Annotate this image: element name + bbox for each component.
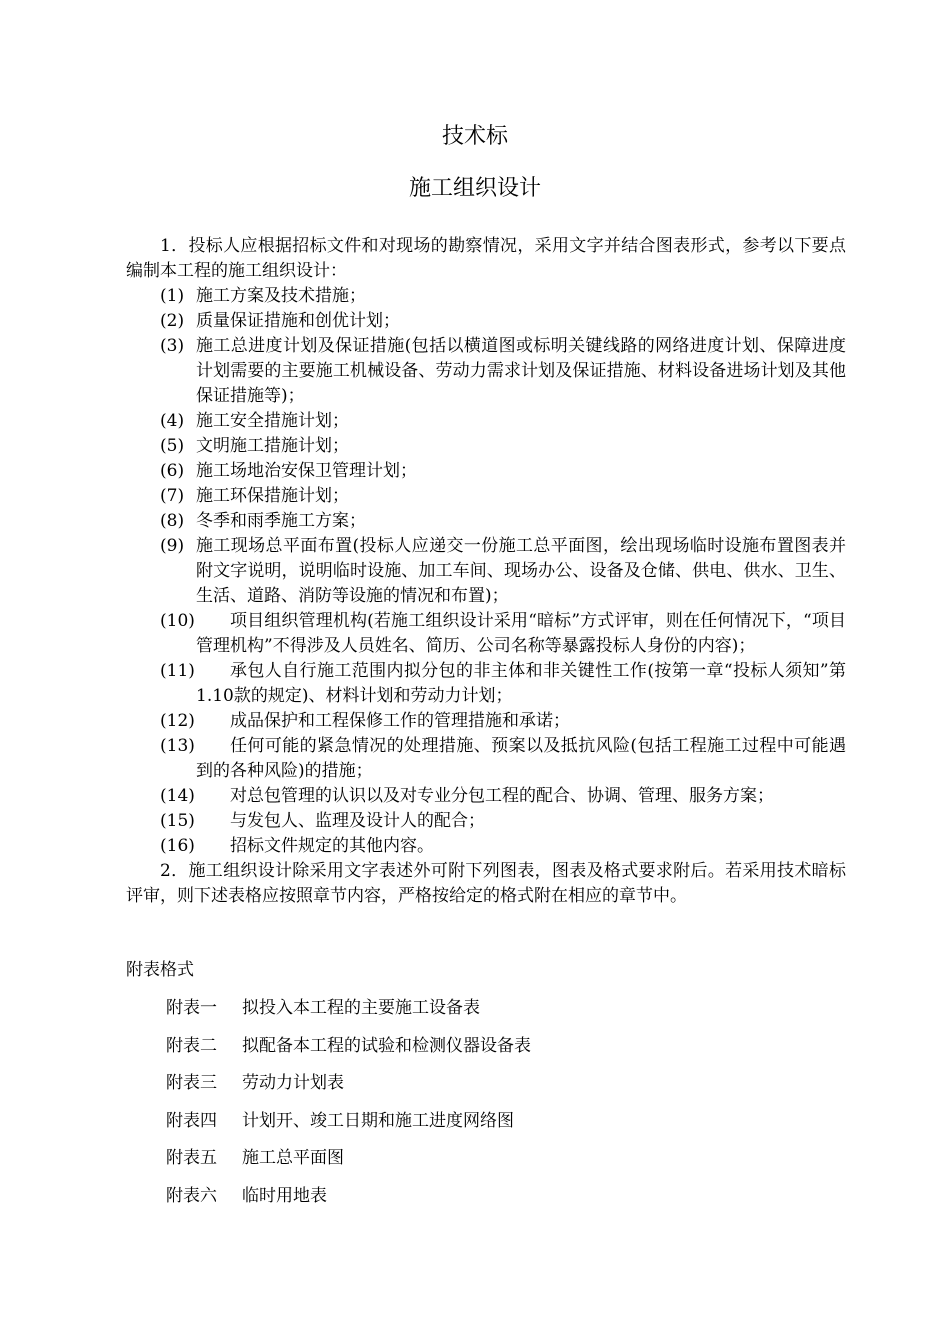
list-item-number: (1) bbox=[160, 286, 185, 306]
document-subtitle: 施工组织设计 bbox=[408, 176, 541, 201]
list-item-text: 施工安全措施计划； bbox=[196, 411, 349, 431]
list-item-number: (10) bbox=[160, 611, 195, 631]
appendix-label: 附表五 bbox=[166, 1148, 217, 1169]
document-body bbox=[126, 234, 846, 909]
list-item-text: 与发包人、监理及设计人的配合； bbox=[230, 811, 485, 831]
list-item bbox=[126, 734, 846, 784]
list-item-text: 施工现场总平面布置(投标人应递交一份施工总平面图，绘出现场临时设施布置图表并附文字说明，说明临时设施、加工车间、现场办公、设备及仓储、供电、供水、卫生、生活、道路、消防等设施的情况和布置)； bbox=[196, 536, 846, 606]
list-item-number: (14) bbox=[160, 786, 195, 806]
list-item-text: 任何可能的紧急情况的处理措施、预案以及抵抗风险(包括工程施工过程中可能遇到的各种风险)的措施； bbox=[196, 736, 846, 781]
appendix-row bbox=[126, 1175, 846, 1213]
appendix-text: 劳动力计划表 bbox=[242, 1073, 344, 1094]
paragraph-2: 2．施工组织设计除采用文字表述外可附下列图表，图表及格式要求附后。若采用技术暗标评审，则下述表格应按照章节内容，严格按给定的格式附在相应的章节中。 bbox=[126, 861, 846, 906]
appendix-label: 附表四 bbox=[166, 1110, 217, 1131]
list-item bbox=[126, 659, 846, 709]
list-item bbox=[126, 609, 846, 659]
list-item-number: (13) bbox=[160, 736, 195, 756]
appendix-label: 附表二 bbox=[166, 1035, 217, 1056]
list-item-number: (5) bbox=[160, 436, 185, 456]
list-item-number: (15) bbox=[160, 811, 195, 831]
appendix-section bbox=[126, 958, 846, 1212]
appendix-text: 拟配备本工程的试验和检测仪器设备表 bbox=[242, 1035, 531, 1056]
list-item bbox=[126, 459, 846, 484]
list-item bbox=[126, 784, 846, 809]
list-item-text: 施工场地治安保卫管理计划； bbox=[196, 461, 417, 481]
list-item bbox=[126, 834, 846, 859]
list-item-text: 施工总进度计划及保证措施(包括以横道图或标明关键线路的网络进度计划、保障进度计划需要的主要施工机械设备、劳动力需求计划及保证措施、材料设备进场计划及其他保证措施等)； bbox=[196, 336, 846, 406]
list-item bbox=[126, 334, 846, 409]
appendix-title: 附表格式 bbox=[126, 960, 194, 980]
requirements-list bbox=[126, 284, 846, 859]
list-item-number: (11) bbox=[160, 661, 195, 681]
appendix-label: 附表三 bbox=[166, 1073, 217, 1094]
appendix-text: 拟投入本工程的主要施工设备表 bbox=[242, 998, 480, 1019]
appendix-label: 附表六 bbox=[166, 1185, 217, 1206]
appendix-row bbox=[126, 1025, 846, 1063]
list-item bbox=[126, 309, 846, 334]
appendix-text: 临时用地表 bbox=[242, 1185, 327, 1206]
list-item bbox=[126, 484, 846, 509]
appendix-row bbox=[126, 1137, 846, 1175]
list-item-text: 文明施工措施计划； bbox=[196, 436, 349, 456]
list-item bbox=[126, 809, 846, 834]
list-item-text: 项目组织管理机构(若施工组织设计采用“暗标”方式评审，则在任何情况下，“项目管理机构”不得涉及人员姓名、简历、公司名称等暴露投标人身份的内容)； bbox=[196, 611, 846, 656]
list-item-text: 冬季和雨季施工方案； bbox=[196, 511, 366, 531]
list-item-text: 对总包管理的认识以及对专业分包工程的配合、协调、管理、服务方案； bbox=[230, 786, 774, 806]
list-item-number: (7) bbox=[160, 486, 185, 506]
paragraph-1: 1．投标人应根据招标文件和对现场的勘察情况，采用文字并结合图表形式，参考以下要点编制本工程的施工组织设计： bbox=[126, 236, 846, 281]
list-item bbox=[126, 534, 846, 609]
appendix-row bbox=[126, 1062, 846, 1100]
list-item-text: 成品保护和工程保修工作的管理措施和承诺； bbox=[230, 711, 570, 731]
appendix-text: 计划开、竣工日期和施工进度网络图 bbox=[242, 1110, 514, 1131]
list-item-text: 招标文件规定的其他内容。 bbox=[230, 836, 434, 856]
list-item-number: (9) bbox=[160, 536, 185, 556]
list-item-number: (8) bbox=[160, 511, 185, 531]
list-item bbox=[126, 284, 846, 309]
list-item bbox=[126, 709, 846, 734]
appendix-text: 施工总平面图 bbox=[242, 1148, 344, 1169]
list-item-text: 质量保证措施和创优计划； bbox=[196, 311, 400, 331]
list-item-number: (12) bbox=[160, 711, 195, 731]
list-item-number: (2) bbox=[160, 311, 185, 331]
list-item bbox=[126, 409, 846, 434]
list-item-text: 施工方案及技术措施； bbox=[196, 286, 366, 306]
list-item bbox=[126, 434, 846, 459]
appendix-label: 附表一 bbox=[166, 998, 217, 1019]
appendix-row bbox=[126, 987, 846, 1025]
list-item-text: 承包人自行施工范围内拟分包的非主体和非关键性工作(按第一章“投标人须知”第1.10款的规定)、材料计划和劳动力计划； bbox=[196, 661, 846, 706]
document-title: 技术标 bbox=[441, 124, 508, 149]
appendix-row bbox=[126, 1100, 846, 1138]
list-item-number: (3) bbox=[160, 336, 185, 356]
list-item-number: (4) bbox=[160, 411, 185, 431]
list-item-text: 施工环保措施计划； bbox=[196, 486, 349, 506]
list-item bbox=[126, 509, 846, 534]
list-item-number: (6) bbox=[160, 461, 185, 481]
list-item-number: (16) bbox=[160, 836, 195, 856]
